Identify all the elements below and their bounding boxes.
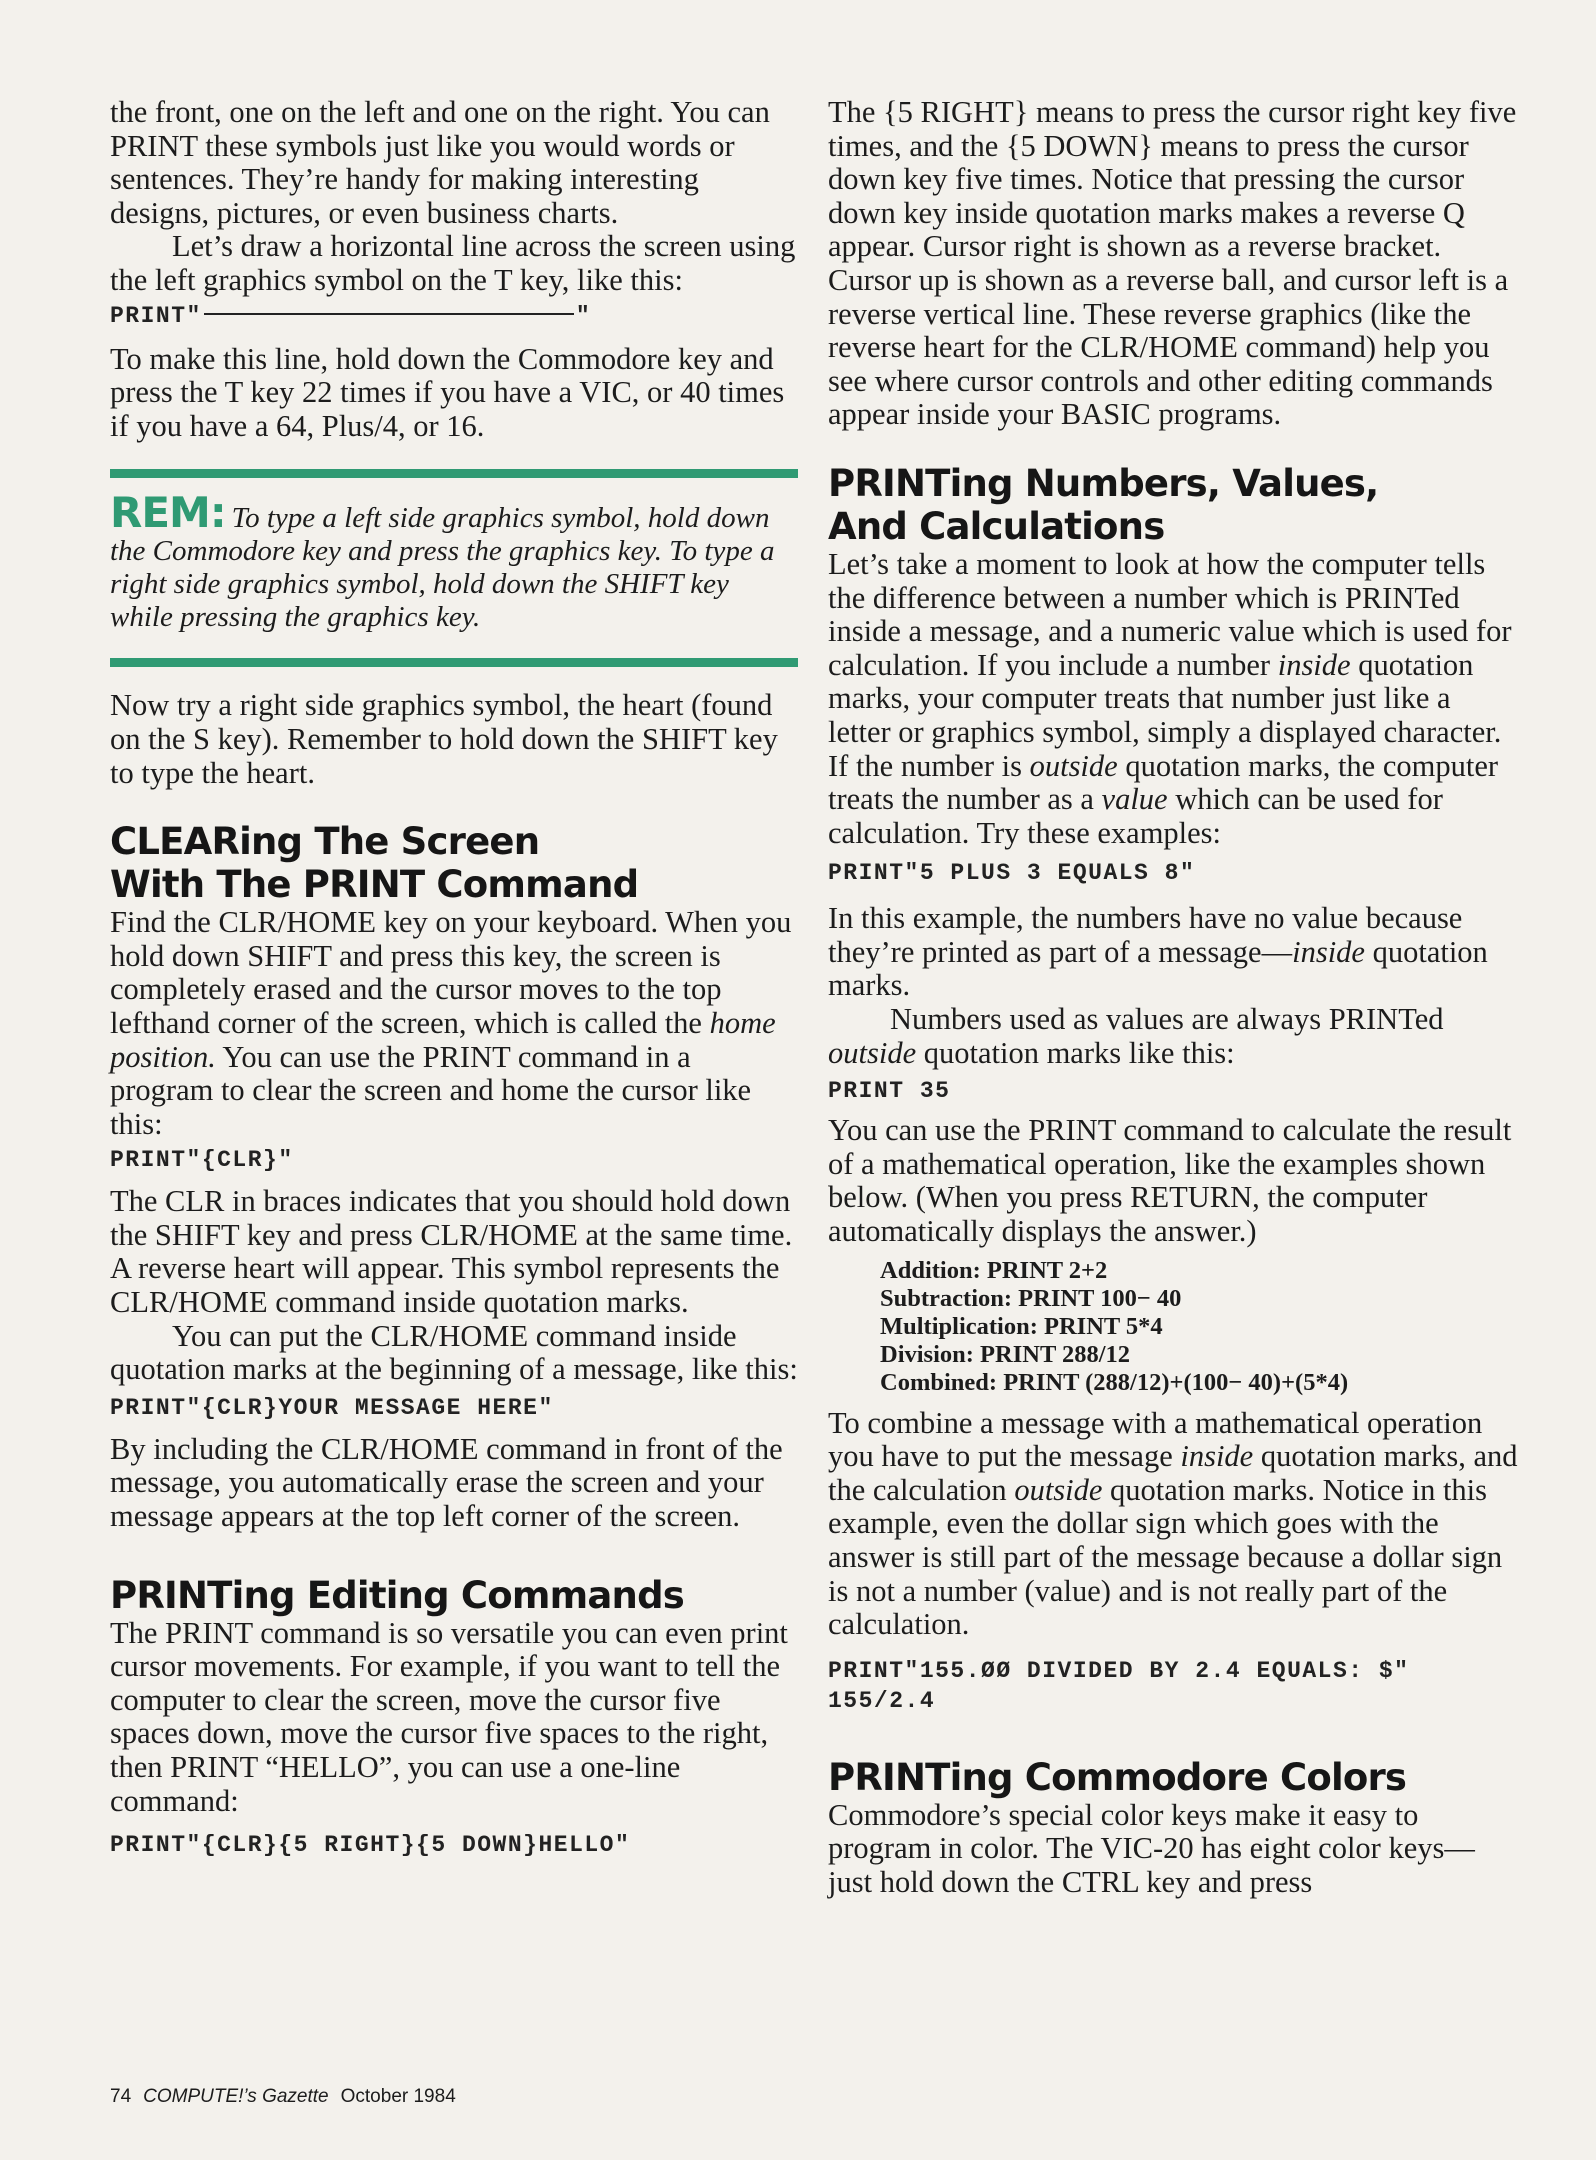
text: which can be used for calculation. Try these examples: xyxy=(828,782,1443,850)
text: quotation marks, the computer treats the number as a xyxy=(828,748,1499,817)
rem-top-rule xyxy=(110,469,798,478)
heading-line: And Calculations xyxy=(828,504,1165,548)
heading-line: With The PRINT Command xyxy=(110,863,639,907)
math-example: Combined: PRINT (288/12)+(100− 40)+(5*4) xyxy=(880,1368,1349,1396)
heading-line: PRINTing Numbers, Values, xyxy=(828,461,1379,505)
code-line: 155/2.4 xyxy=(828,1687,936,1714)
graphics-line xyxy=(204,313,574,315)
emphasis: inside xyxy=(1277,647,1351,682)
math-example: Multiplication: PRINT 5*4 xyxy=(880,1312,1163,1340)
emphasis: value xyxy=(1101,782,1168,817)
paragraph: The PRINT command is so versatile you can even print cursor movements. For example, if you want to tell the computer to clear the screen, move the cursor five spaces down, move the cursor five spaces to the right, then PRINT “HELLO”, you can use a one-line command: xyxy=(110,1615,788,1818)
paragraph: The CLR in braces indicates that you should hold down the SHIFT key and press CLR/HOME at the same time. A reverse heart will appear. This symbol represents the CLR/HOME command inside quotation marks. xyxy=(110,1184,793,1320)
paragraph: To make this line, hold down the Commodore key and press the T key 22 times if you have a VIC, or 40 times if you have a 64, Plus/4, or 16. xyxy=(110,341,785,443)
code-text: " xyxy=(575,302,592,329)
paragraph: Commodore’s special color keys make it easy to program in color. The VIC-20 has eight color keys—just hold down the CTRL key and press xyxy=(828,1797,1475,1899)
section-heading: PRINTing Commodore Colors xyxy=(828,1755,1407,1799)
text: Let’s take a moment to look at how the computer tells the difference between a number which is PRINTed inside a message, and a numeric value which is used for calculation. If you include a number xyxy=(828,546,1512,682)
paragraph: Now try a right side graphics symbol, the heart (found on the S key). Remember to hold down the SHIFT key to type the heart. xyxy=(110,688,778,790)
paragraph: The {5 RIGHT} means to press the cursor right key five times, and the {5 DOWN} means to press the cursor down key five times. Notice that pressing the cursor down key inside quotation marks makes a reverse Q appear. Cursor right is shown as a reverse bracket. Cursor up is shown as a reverse ball, and cursor left is a reverse vertical line. These reverse graphics (like the reverse heart for the CLR/HOME command) help you see where cursor controls and other editing commands appear inside your BASIC programs. xyxy=(828,95,1517,432)
section-heading: PRINTing Editing Commands xyxy=(110,1573,684,1617)
paragraph xyxy=(110,906,798,1141)
paragraph xyxy=(828,548,1518,850)
math-example: Subtraction: PRINT 100− 40 xyxy=(880,1284,1182,1312)
math-example: Division: PRINT 288/12 xyxy=(880,1340,1131,1368)
left-column xyxy=(110,96,798,1860)
page-number: 74 xyxy=(110,2086,132,2107)
math-example: Addition: PRINT 2+2 xyxy=(880,1256,1108,1284)
issue-date: October 1984 xyxy=(340,2086,456,2107)
section-heading xyxy=(828,462,1518,548)
rem-text: To type a left side graphics symbol, hold down the Commodore key and press the graphics key. To type a right side graphics symbol, hold down the SHIFT key while pressing the graphics key. xyxy=(110,502,775,634)
code-line xyxy=(110,301,798,331)
code-line: PRINT"5 PLUS 3 EQUALS 8" xyxy=(828,860,1196,887)
emphasis: inside xyxy=(1292,934,1365,969)
paragraph: By including the CLR/HOME command in front of the message, you automatically erase the screen and your message appears at the top left corner of the screen. xyxy=(110,1431,783,1534)
text: quotation marks like this: xyxy=(916,1035,1235,1070)
section-heading xyxy=(110,820,798,906)
paragraph: the front, one on the left and one on the right. You can PRINT these symbols just like you would words or sentences. They’re handy for making interesting designs, pictures, or even business charts. xyxy=(110,95,770,230)
paragraph xyxy=(828,902,1518,1003)
code-line: PRINT"155.ØØ DIVIDED BY 2.4 EQUALS: $" xyxy=(828,1657,1410,1684)
code-text: PRINT" xyxy=(110,302,202,329)
emphasis: outside xyxy=(1029,748,1118,783)
emphasis: home position. xyxy=(110,1005,776,1074)
code-line: PRINT"{CLR}YOUR MESSAGE HERE" xyxy=(110,1394,554,1421)
emphasis: inside xyxy=(1180,1439,1254,1474)
text: Numbers used as values are always PRINTed xyxy=(890,1002,1444,1037)
rem-bottom-rule xyxy=(110,658,798,667)
code-line: PRINT 35 xyxy=(828,1078,951,1105)
text: quotation marks, your computer treats that number just like a letter or graphics symbol, simply a displayed character. If the number is xyxy=(828,647,1502,783)
text: quotation marks, and the calculation xyxy=(828,1439,1518,1507)
paragraph: You can use the PRINT command to calculate the result of a mathematical operation, like the examples shown below. (When you press RETURN, the computer automatically displays the answer.) xyxy=(828,1113,1512,1249)
text: Find the CLR/HOME key on your keyboard. When you hold down SHIFT and press this key, the screen is completely erased and the cursor moves to the top lefthand corner of the screen, which is called the xyxy=(110,905,792,1040)
emphasis: outside xyxy=(828,1035,917,1070)
text: quotation marks. xyxy=(828,934,1488,1003)
text: quotation marks. Notice in this example, even the dollar sign which goes with the answer is still part of the message because a dollar sign is not a number (value) and is not really part of the calculation. xyxy=(828,1472,1503,1642)
code-line: PRINT"{CLR}" xyxy=(110,1147,294,1174)
emphasis: outside xyxy=(1014,1472,1103,1507)
heading-line: CLEARing The Screen xyxy=(110,820,540,864)
magazine-name: COMPUTE!’s Gazette xyxy=(143,2086,329,2107)
paragraph: Let’s draw a horizontal line across the screen using the left graphics symbol on the T key, like this: xyxy=(110,229,796,297)
code-line: PRINT"{CLR}{5 RIGHT}{5 DOWN}HELLO" xyxy=(110,1832,631,1859)
paragraph xyxy=(828,1003,1518,1070)
paragraph xyxy=(828,1407,1518,1642)
paragraph: You can put the CLR/HOME command inside quotation marks at the beginning of a message, like this: xyxy=(110,1318,798,1387)
math-examples xyxy=(828,1257,1518,1397)
text: To combine a message with a mathematical operation you have to put the message xyxy=(828,1405,1483,1474)
rem-box xyxy=(110,488,798,634)
page-footer xyxy=(110,2086,468,2108)
text: In this example, the numbers have no value because they’re printed as part of a message— xyxy=(828,901,1463,969)
text: You can use the PRINT command in a program to clear the screen and home the cursor like this: xyxy=(110,1039,752,1141)
rem-label: REM: xyxy=(110,488,226,538)
right-column xyxy=(828,96,1518,1900)
